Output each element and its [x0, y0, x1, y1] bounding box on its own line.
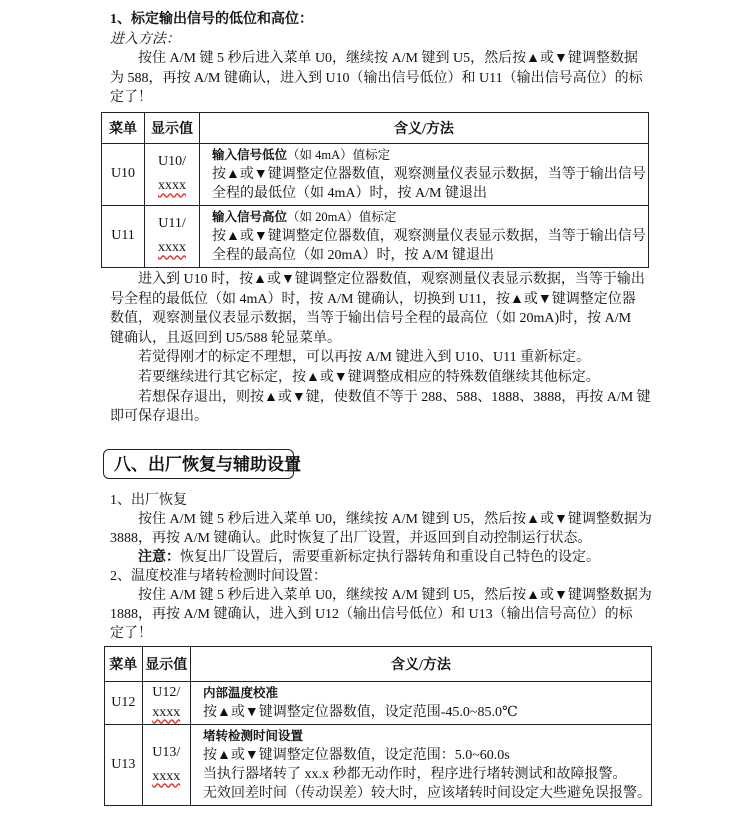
display-value: U12/ — [152, 684, 181, 700]
display-value: U10/ — [158, 154, 186, 170]
note — [110, 548, 655, 567]
note-text: 恢复出厂设置后，需要重新标定执行器转角和重设自己特色的设定。 — [180, 549, 600, 565]
text-line: 定了！ — [110, 625, 152, 641]
text-line: 1888，再按 A/M 键确认，进入到 U12（输出信号低位）和 U13（输出信号高位）的标 — [110, 606, 633, 622]
display-cell — [145, 205, 200, 267]
text-line: 全程的最高位（如 20mA）时，按 A/M 键退出 — [212, 247, 494, 263]
col-header: 显示值 — [145, 112, 200, 143]
col-header: 显示值 — [142, 646, 190, 681]
display-cell — [142, 724, 190, 805]
table-row — [102, 143, 649, 205]
text-line: 定了！ — [110, 90, 152, 106]
menu-cell: U13 — [105, 724, 143, 805]
subheading: 2、温度校准与堵转检测时间设置： — [110, 568, 327, 584]
row-title: 内部温度校准 — [203, 685, 279, 700]
table-row — [105, 681, 652, 724]
text-line: 进入到 U10 时，按▲或▼键调整定位器数值，观察测量仪表显示数据，当等于输出 — [138, 271, 645, 287]
section-1-after — [110, 270, 655, 427]
menu-cell: U11 — [102, 205, 145, 267]
col-header: 菜单 — [105, 646, 143, 681]
menu-cell: U10 — [102, 143, 145, 205]
table-row — [102, 205, 649, 267]
text-line: 按▲或▼键调整定位器数值，观察测量仪表显示数据，当等于输出信号 — [212, 228, 646, 244]
display-value: xxxx — [158, 240, 186, 256]
col-header: 含义/方法 — [200, 112, 649, 143]
row-title: 输入信号高位 — [212, 209, 288, 224]
display-value: U11/ — [158, 216, 186, 232]
row-title-rest: （如 4mA）值标定 — [287, 147, 391, 162]
text-line: 键确认，且返回到 U5/588 轮显菜单。 — [110, 330, 341, 346]
display-value: U13/ — [152, 744, 181, 760]
text-line: 即可保存退出。 — [110, 409, 208, 425]
subheading: 1、出厂恢复 — [110, 492, 187, 508]
text-line: 当执行器堵转了 xx.x 秒都无动作时，程序进行堵转测试和故障报警。 — [203, 766, 627, 782]
method-cell — [200, 205, 649, 267]
text-line: 按▲或▼键调整定位器数值，设定范围：5.0~60.0s — [203, 747, 510, 763]
text-line: 3888，再按 A/M 键确认。此时恢复了出厂设置，并返回到自动控制运行状态。 — [110, 530, 592, 546]
method-cell — [200, 143, 649, 205]
section-8-heading: 八、出厂恢复与辅助设置 — [103, 449, 294, 479]
col-header: 菜单 — [102, 112, 145, 143]
menu-cell: U12 — [105, 681, 143, 724]
heading: 1、标定输出信号的低位和高位： — [110, 12, 313, 27]
col-header: 含义/方法 — [191, 646, 652, 681]
text-line: 号全程的最低位（如 4mA）时，按 A/M 键确认，切换到 U11，按▲或▼键调整定位器 — [110, 291, 636, 307]
method-cell — [191, 724, 652, 805]
row-title: 堵转检测时间设置 — [203, 728, 304, 743]
text-line: 按▲或▼键调整定位器数值，观察测量仪表显示数据，当等于输出信号 — [212, 166, 646, 182]
section-1 — [110, 10, 655, 108]
text-line: 为 588，再按 A/M 键确认，进入到 U10（输出信号低位）和 U11（输出信号高位）的标 — [110, 70, 643, 86]
row-title: 输入信号低位 — [212, 147, 288, 162]
text-line: 数值，观察测量仪表显示数据，当等于输出信号全程的最高位（如 20mA)时，按 A/M — [110, 311, 632, 327]
note-label: 注意： — [138, 549, 180, 565]
method-cell — [191, 681, 652, 724]
text-line: 按住 A/M 键 5 秒后进入菜单 U0，继续按 A/M 键到 U5，然后按▲或▼键调整数据为 — [138, 587, 652, 603]
text-line: 若觉得刚才的标定不理想，可以再按 A/M 键进入到 U10、U11 重新标定。 — [138, 350, 591, 366]
display-value: xxxx — [152, 768, 181, 784]
text-line: 按▲或▼键调整定位器数值，设定范围-45.0~85.0℃ — [203, 704, 518, 720]
display-cell — [145, 143, 200, 205]
text-line: 若想保存退出，则按▲或▼键，使数值不等于 288、588、1888、3888，再按 A/M 键 — [138, 389, 651, 405]
row-title-rest: （如 20mA）值标定 — [287, 209, 397, 224]
display-cell — [142, 681, 190, 724]
text-line: 全程的最低位（如 4mA）时，按 A/M 键退出 — [212, 185, 487, 201]
text-line: 若要继续进行其它标定，按▲或▼键调整成相应的特殊数值继续其他标定。 — [138, 369, 600, 385]
calibration-table-1 — [101, 112, 649, 268]
table-row — [105, 724, 652, 805]
display-value: xxxx — [158, 178, 186, 194]
section-8 — [110, 491, 655, 643]
calibration-table-2 — [104, 646, 652, 806]
text-line: 按住 A/M 键 5 秒后进入菜单 U0，继续按 A/M 键到 U5，然后按▲或▼键调整数据 — [138, 51, 638, 67]
text-line: 无效回差时间（传动误差）较大时，应该堵转时间设定大些避免误报警。 — [203, 785, 651, 801]
method-label: 进入方法： — [110, 31, 180, 47]
display-value: xxxx — [152, 704, 181, 720]
text-line: 按住 A/M 键 5 秒后进入菜单 U0，继续按 A/M 键到 U5，然后按▲或▼键调整数据为 — [138, 511, 652, 527]
